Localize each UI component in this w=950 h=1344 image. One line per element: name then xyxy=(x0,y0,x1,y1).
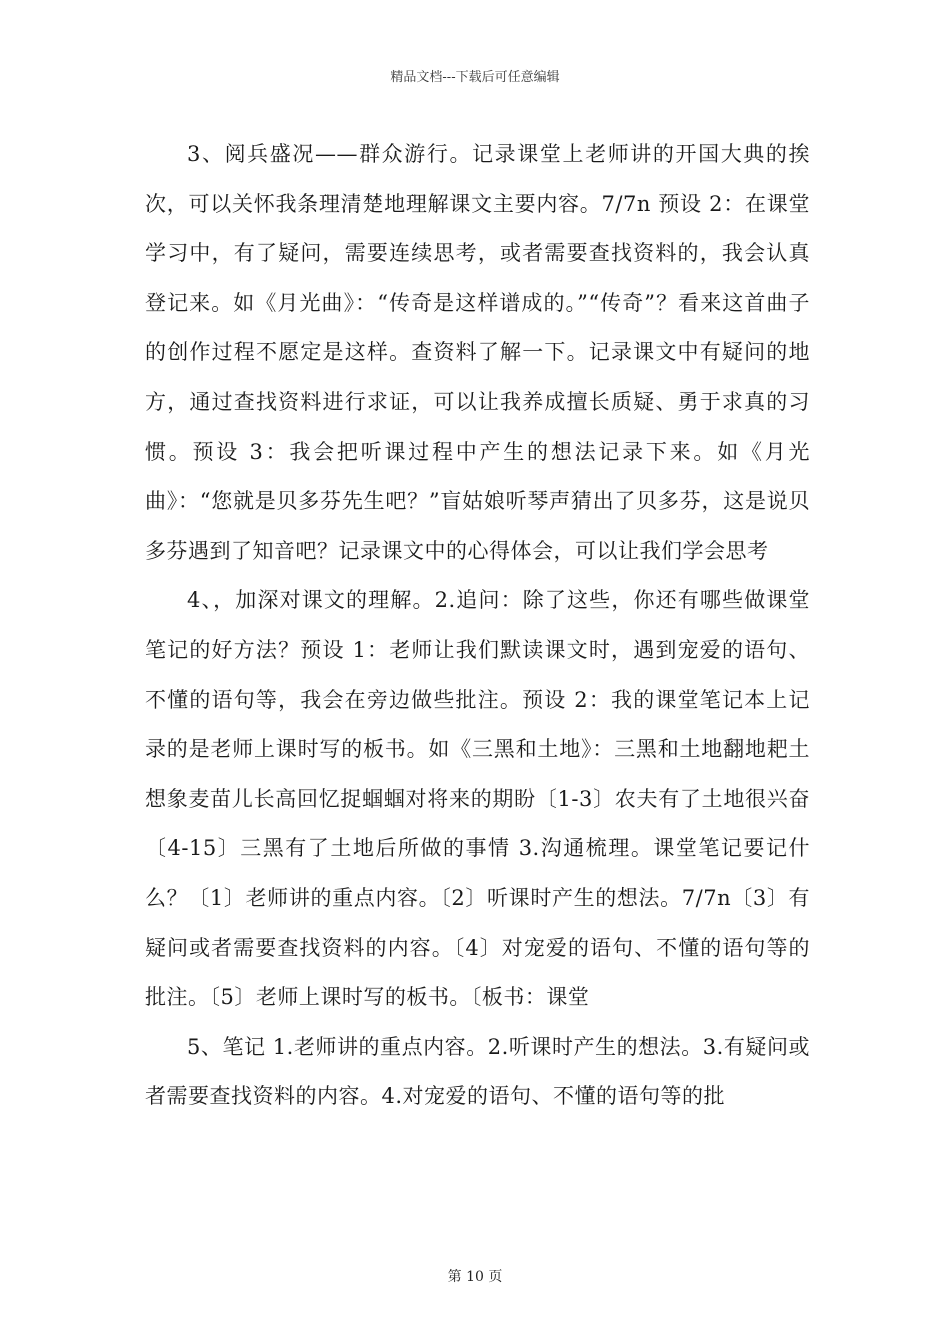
paragraph-3: 3、阅兵盛况——群众游行。记录课堂上老师讲的开国大典的挨次，可以关怀我条理清楚地理解课文主要内容。7/7n 预设 2：在课堂学习中，有了疑问，需要连续思考，或者需要查找资料的，我会认真登记来。如《月光曲》：“传奇是这样谱成的。”“传奇”？看来这首曲子的创作过程不愿定是这样。查资料了解一下。记录课文中有疑问的地方，通过查找资料进行求证，可以让我养成擅长质疑、勇于求真的习惯。预设 3：我会把听课过程中产生的想法记录下来。如《月光曲》：“您就是贝多芬先生吧？”盲姑娘听琴声猜出了贝多芬，这是说贝多芬遇到了知音吧？记录课文中的心得体会，可以让我们学会思考 xyxy=(145,142,810,563)
paragraph-5: 5、笔记 1.老师讲的重点内容。2.听课时产生的想法。3.有疑问或者需要查找资料的内容。4.对宠爱的语句、不懂的语句等的批 xyxy=(145,1034,810,1109)
page-number: 第 10 页 xyxy=(447,1269,503,1285)
paragraph-4: 4、，加深对课文的理解。2.追问：除了这些，你还有哪些做课堂笔记的好方法？预设 1：老师让我们默读课文时，遇到宠爱的语句、不懂的语句等，我会在旁边做些批注。预设 2：我的课堂笔记本上记录的是老师上课时写的板书。如《三黑和土地》：三黑和土地翻地耙土想象麦苗儿长高回忆捉蝈蝈对将来的期盼〔1-3〕农夫有了土地很兴奋〔4-15〕三黑有了土地后所做的事情 3.沟通梳理。课堂笔记要记什么？〔1〕老师讲的重点内容。〔2〕听课时产生的想法。7/7n〔3〕有疑问或者需要查找资料的内容。〔4〕对宠爱的语句、不懂的语句等的批注。〔5〕老师上课时写的板书。〔板书：课堂 xyxy=(145,588,810,1010)
page-header: 精品文档---下载后可任意编辑 xyxy=(390,70,560,85)
document-body xyxy=(145,130,810,1122)
